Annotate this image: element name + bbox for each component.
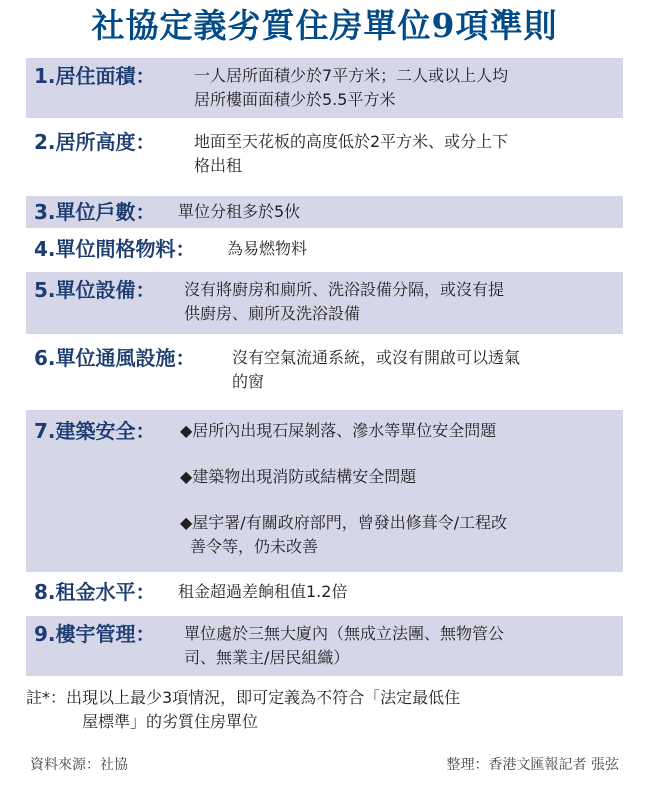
page-title: 社協定義劣質住房單位9項準則 xyxy=(91,6,558,45)
bullet-item: ◆建築物出現消防或結構安全問題 xyxy=(180,467,417,486)
criterion-text: 單位分租多於5伙 xyxy=(178,202,301,221)
criterion-text: 單位處於三無大廈內（無成立法團、無物管公 司、無業主/居民組織） xyxy=(184,624,505,667)
criterion-8 xyxy=(26,576,623,608)
criterion-text: 為易燃物料 xyxy=(227,239,308,258)
criterion-6 xyxy=(26,342,623,402)
bullet-item: ◆居所內出現石屎剝落、滲水等單位安全問題 xyxy=(180,421,497,440)
criterion-4 xyxy=(26,234,623,264)
criterion-label: 8.租金水平： xyxy=(34,580,156,604)
criterion-2 xyxy=(26,126,623,184)
criterion-label: 7.建築安全： xyxy=(34,419,156,443)
criterion-label: 2.居所高度： xyxy=(34,130,156,154)
criterion-text: 沒有將廚房和廁所、洗浴設備分隔，或沒有提 供廚房、廁所及洗浴設備 xyxy=(184,280,505,323)
criterion-5 xyxy=(26,272,623,334)
criterion-text: 地面至天花板的高度低於2平方米、或分上下 格出租 xyxy=(194,132,509,175)
criterion-label: 6.單位通風設施： xyxy=(34,346,196,370)
criterion-label: 5.單位設備： xyxy=(34,278,156,302)
criterion-7 xyxy=(26,410,623,572)
criterion-label: 9.樓宇管理： xyxy=(34,622,156,646)
criterion-3 xyxy=(26,196,623,228)
criterion-text: 一人居所面積少於7平方米；二人或以上人均 居所樓面面積少於5.5平方米 xyxy=(194,66,509,109)
criterion-text: 租金超過差餉租值1.2倍 xyxy=(178,582,348,601)
footnote: 註*：出現以上最少3項情況，即可定義為不符合「法定最低住 屋標準」的劣質住房單位 xyxy=(26,688,461,731)
criterion-1 xyxy=(26,58,623,118)
criterion-9 xyxy=(26,616,623,676)
criterion-label: 3.單位戶數： xyxy=(34,200,156,224)
criterion-label: 1.居住面積： xyxy=(34,64,156,88)
criterion-label: 4.單位間格物料： xyxy=(34,237,196,261)
criterion-text: 沒有空氣流通系統，或沒有開啟可以透氣 的窗 xyxy=(232,348,521,391)
author-credit: 整理：香港文匯報記者 張弦 xyxy=(446,757,619,773)
source-credit: 資料來源：社協 xyxy=(30,757,128,773)
bullet-item: ◆屋宇署/有關政府部門，曾發出修葺令/工程改 善令等，仍未改善 xyxy=(180,513,508,556)
